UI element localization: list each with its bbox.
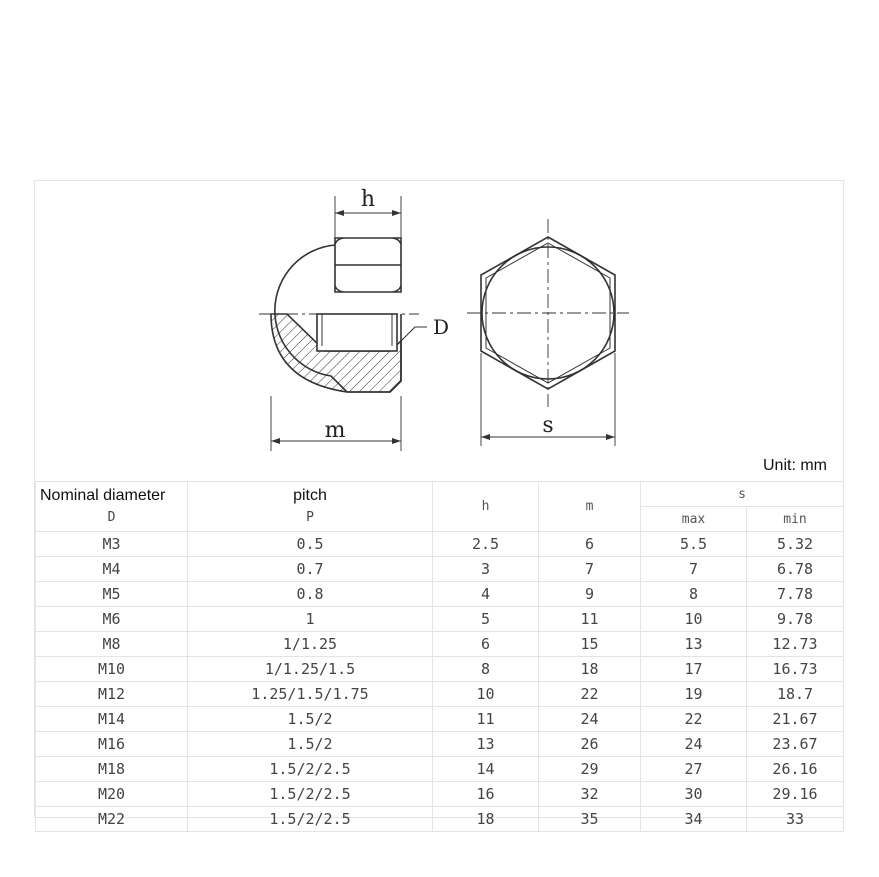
cell-d: M12 (36, 682, 188, 707)
label-h: h (360, 187, 376, 212)
cell-s-min: 7.78 (747, 582, 844, 607)
header-p-top: pitch (293, 486, 327, 504)
header-p (188, 482, 433, 532)
header-d-top: Nominal diameter (40, 486, 166, 504)
cell-s-min: 26.16 (747, 757, 844, 782)
cell-s-min: 16.73 (747, 657, 844, 682)
cell-d: M3 (36, 532, 188, 557)
label-m: m (324, 418, 346, 443)
table-header-row (36, 482, 844, 507)
cell-h: 18 (433, 807, 539, 832)
header-d (36, 482, 188, 532)
cell-s-min: 33 (747, 807, 844, 832)
cell-m: 22 (539, 682, 641, 707)
cell-m: 29 (539, 757, 641, 782)
cell-s-max: 30 (641, 782, 747, 807)
table-row (36, 607, 844, 632)
label-s: s (542, 413, 554, 438)
cell-pitch: 1.5/2/2.5 (188, 757, 433, 782)
cell-h: 6 (433, 632, 539, 657)
cell-s-max: 22 (641, 707, 747, 732)
table-row (36, 782, 844, 807)
header-s-max: max (641, 507, 747, 532)
cell-h: 16 (433, 782, 539, 807)
cell-h: 4 (433, 582, 539, 607)
table-row (36, 682, 844, 707)
cell-pitch: 1.5/2/2.5 (188, 807, 433, 832)
cell-s-min: 21.67 (747, 707, 844, 732)
cell-h: 11 (433, 707, 539, 732)
cell-d: M16 (36, 732, 188, 757)
cell-m: 15 (539, 632, 641, 657)
cell-h: 3 (433, 557, 539, 582)
cell-m: 26 (539, 732, 641, 757)
cell-d: M5 (36, 582, 188, 607)
table-row (36, 632, 844, 657)
cell-m: 7 (539, 557, 641, 582)
cell-pitch: 1/1.25/1.5 (188, 657, 433, 682)
cell-s-max: 8 (641, 582, 747, 607)
cell-d: M14 (36, 707, 188, 732)
cell-s-max: 34 (641, 807, 747, 832)
cell-h: 2.5 (433, 532, 539, 557)
table-row (36, 757, 844, 782)
cell-d: M10 (36, 657, 188, 682)
cell-d: M18 (36, 757, 188, 782)
cell-m: 18 (539, 657, 641, 682)
cell-s-max: 7 (641, 557, 747, 582)
label-D: D (432, 315, 450, 339)
header-s-min: min (747, 507, 844, 532)
table-row (36, 657, 844, 682)
table-row (36, 557, 844, 582)
cell-m: 35 (539, 807, 641, 832)
table-row (36, 732, 844, 757)
cell-m: 32 (539, 782, 641, 807)
table-row (36, 807, 844, 832)
cell-s-max: 17 (641, 657, 747, 682)
cell-s-min: 5.32 (747, 532, 844, 557)
cell-m: 9 (539, 582, 641, 607)
cap-nut-drawing (35, 181, 843, 459)
cell-d: M22 (36, 807, 188, 832)
dimension-table (35, 481, 844, 832)
cell-d: M20 (36, 782, 188, 807)
cell-pitch: 0.5 (188, 532, 433, 557)
cell-d: M6 (36, 607, 188, 632)
cell-m: 24 (539, 707, 641, 732)
header-h: h (433, 482, 539, 532)
cell-pitch: 1.5/2 (188, 707, 433, 732)
cell-pitch: 1.5/2 (188, 732, 433, 757)
side-view (259, 196, 427, 451)
cell-h: 5 (433, 607, 539, 632)
cell-h: 8 (433, 657, 539, 682)
top-view (467, 219, 629, 446)
cell-s-max: 13 (641, 632, 747, 657)
cell-h: 10 (433, 682, 539, 707)
cell-pitch: 1 (188, 607, 433, 632)
cell-h: 13 (433, 732, 539, 757)
cell-s-min: 18.7 (747, 682, 844, 707)
unit-label: Unit: mm (763, 457, 827, 474)
cell-s-min: 29.16 (747, 782, 844, 807)
cell-pitch: 0.8 (188, 582, 433, 607)
header-s: s (641, 482, 844, 507)
spec-figure (34, 180, 844, 828)
cell-m: 6 (539, 532, 641, 557)
cell-s-min: 6.78 (747, 557, 844, 582)
cell-d: M4 (36, 557, 188, 582)
cell-s-max: 5.5 (641, 532, 747, 557)
header-m: m (539, 482, 641, 532)
cell-s-min: 23.67 (747, 732, 844, 757)
cell-s-min: 9.78 (747, 607, 844, 632)
cell-s-max: 27 (641, 757, 747, 782)
table-row (36, 707, 844, 732)
table-row (36, 532, 844, 557)
cell-pitch: 0.7 (188, 557, 433, 582)
cell-pitch: 1.5/2/2.5 (188, 782, 433, 807)
cell-h: 14 (433, 757, 539, 782)
cell-pitch: 1/1.25 (188, 632, 433, 657)
cell-s-max: 24 (641, 732, 747, 757)
header-p-bottom: P (306, 509, 314, 525)
cell-pitch: 1.25/1.5/1.75 (188, 682, 433, 707)
cell-s-min: 12.73 (747, 632, 844, 657)
cell-s-max: 10 (641, 607, 747, 632)
header-d-bottom: D (107, 509, 116, 525)
cell-m: 11 (539, 607, 641, 632)
table-row (36, 582, 844, 607)
cell-s-max: 19 (641, 682, 747, 707)
cell-d: M8 (36, 632, 188, 657)
